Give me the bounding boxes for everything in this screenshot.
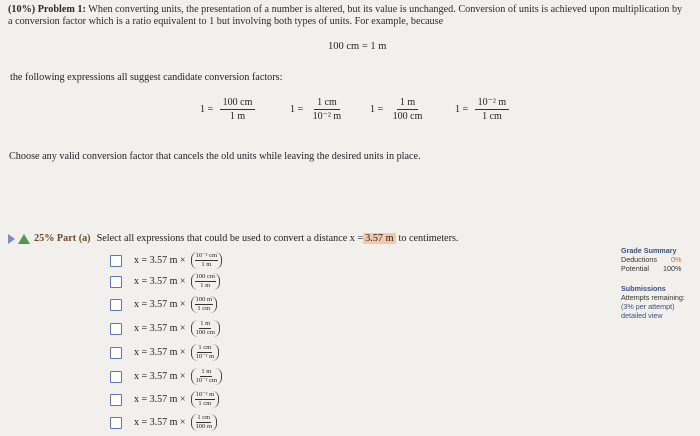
detailed-view-link[interactable]: detailed view xyxy=(621,310,663,320)
option-checkbox[interactable] xyxy=(110,255,122,267)
deductions-label: Deductions xyxy=(621,254,657,264)
problem-label: (10%) Problem 1: xyxy=(8,4,86,15)
candidate-factor: 1 = $\frac{100 cm}{1 m}$ xyxy=(200,96,255,123)
part-prompt: Select all expressions that could be used to convert a distance x = xyxy=(96,233,364,244)
option-checkbox[interactable] xyxy=(110,394,122,406)
problem-text: When converting units, the presentation of a number is altered, but its value is unchanged. Conversion of units is achieved upon multiplication by a conversion factor which is a ratio equivalent to 1 but involving both types of units. For example, because xyxy=(8,4,683,27)
option-checkbox[interactable] xyxy=(110,347,122,359)
submissions-title: Submissions xyxy=(621,284,666,294)
problem-statement xyxy=(8,4,688,28)
instructions: Choose any valid conversion factor that cancels the old units while leaving the desired units in place. xyxy=(9,151,421,162)
part-label: 25% Part (a) xyxy=(34,233,91,244)
part-prompt-end: to centimeters. xyxy=(398,233,459,244)
option-item[interactable]: x = 3.57 m × 10⁻² cm 1 m xyxy=(110,252,222,269)
candidate-factor: 1 = $\frac{1 cm}{\text{10⁻² m}}$ xyxy=(290,97,342,122)
potential-value: 100% xyxy=(662,263,682,273)
option-checkbox[interactable] xyxy=(110,299,122,311)
grade-summary xyxy=(621,247,685,321)
option-item[interactable]: x = 3.57 m × 1 cm 100 m xyxy=(110,414,217,431)
highlighted-value: 3.57 m xyxy=(365,233,394,244)
per-attempt: (3% per attempt) xyxy=(621,301,675,311)
attempts-remaining: Attempts remaining: xyxy=(621,293,685,303)
option-item[interactable]: x = 3.57 m × 100 m 1 cm xyxy=(110,296,217,313)
option-checkbox[interactable] xyxy=(110,323,122,335)
part-a-header xyxy=(8,233,458,244)
option-checkbox[interactable] xyxy=(110,371,122,383)
warning-icon xyxy=(18,234,30,244)
candidate-factor: 1 = $\frac{1 m}{100 cm}$ xyxy=(370,97,423,122)
deductions-value: 0% xyxy=(670,254,682,264)
option-item[interactable]: x = 3.57 m × 1 cm 10⁻² m xyxy=(110,344,219,361)
example-equation: 100 cm = 1 m xyxy=(328,41,387,52)
candidates-intro: the following expressions all suggest candidate conversion factors: xyxy=(10,72,283,83)
expand-triangle-icon[interactable] xyxy=(8,234,15,244)
option-item[interactable]: x = 3.57 m × 1 m 100 cm xyxy=(110,320,220,337)
candidate-factor: 1 = $\frac{\text{10⁻² m}}{1 cm}$ xyxy=(455,96,509,123)
option-checkbox[interactable] xyxy=(110,417,122,429)
option-item[interactable]: x = 3.57 m × 1 m 10⁻² cm xyxy=(110,368,222,385)
option-checkbox[interactable] xyxy=(110,276,122,288)
option-item[interactable]: x = 3.57 m × 100 cm 1 m xyxy=(110,273,220,290)
potential-label: Potential xyxy=(621,263,649,273)
grade-summary-title: Grade Summary xyxy=(621,246,677,255)
option-item[interactable]: x = 3.57 m × 10⁻² m 1 cm xyxy=(110,391,219,408)
